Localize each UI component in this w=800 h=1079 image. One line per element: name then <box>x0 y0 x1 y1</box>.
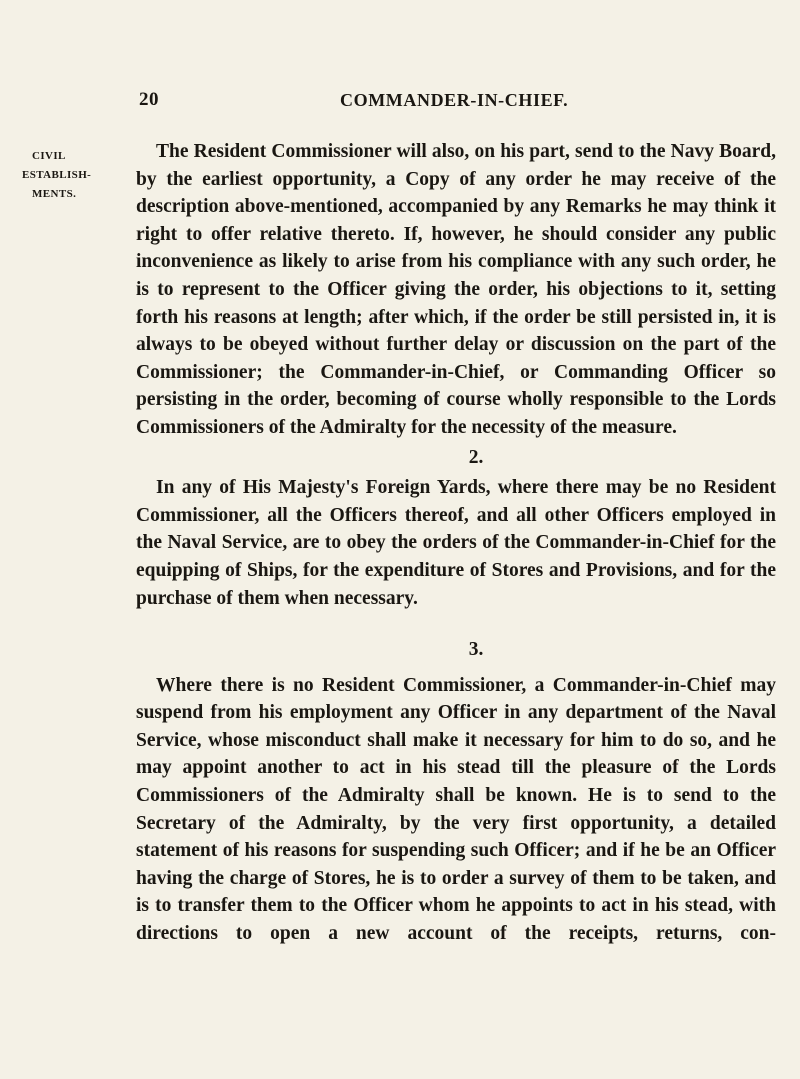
margin-note-line: ESTABLISH- <box>22 169 92 181</box>
running-title: COMMANDER-IN-CHIEF. <box>340 90 569 110</box>
section-number-2: 2. <box>468 446 484 468</box>
margin-note-line: MENTS. <box>32 188 77 200</box>
paragraph-2: In any of His Majesty's Foreign Yards, where there may be no Resident Commissioner, all the Officers thereof, and all other Officers employed in the Naval Service, are to obey the orders of the Commander-in-Chief for the equipping of Ships, for the expenditure of Stores and Provisions, and for the purchase of them when necessary. <box>136 477 776 609</box>
page-number: 20 <box>139 89 159 110</box>
paragraph-1: The Resident Commissioner will also, on his part, send to the Navy Board, by the earliest opportunity, a Copy of any order he may receive of the description above-mentioned, accompanied by any Remarks he may think it right to offer relative thereto. If, however, he should consider any public inconvenience as likely to arise from his compliance with any such order, he is to represent to the Officer giving the order, his objections to it, setting forth his reasons at length; after which, if the order be still persisted in, it is always to be obeyed without further delay or discussion on the part of the Commissioner; the Commander-in-Chief, or Commanding Officer so persisting in the order, becoming of course wholly responsible to the Lords Commissioners of the Admiralty for the necessity of the measure. <box>136 141 776 438</box>
margin-note-line: CIVIL <box>32 150 66 162</box>
body-text <box>136 138 776 948</box>
margin-note <box>22 147 142 204</box>
section-number-3: 3. <box>468 639 484 661</box>
paragraph-3: Where there is no Resident Commissioner, a Commander-in-Chief may suspend from his employment any Officer in any department of the Naval Service, whose misconduct shall make it necessary for him to do so, and he may appoint another to act in his stead till the pleasure of the Lords Commissioners of the Admiralty shall be known. He is to send to the Secretary of the Admiralty, by the very first opportunity, a detailed statement of his reasons for suspending such Officer; and if he be an Officer having the charge of Stores, he is to order a survey of them to be taken, and is to transfer them to the Officer whom he appoints to act in his stead, with directions to open a new account of the receipts, returns, con- <box>136 674 776 945</box>
